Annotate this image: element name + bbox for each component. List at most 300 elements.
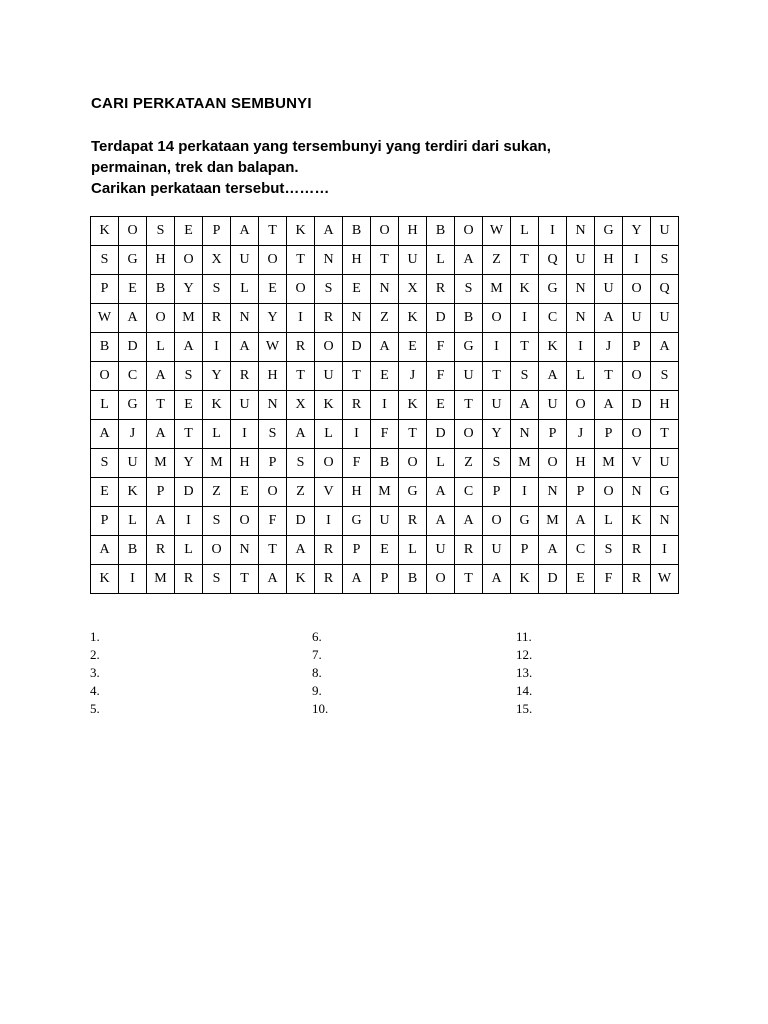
grid-cell[interactable]: U [595, 275, 623, 304]
grid-cell[interactable]: R [623, 565, 651, 594]
grid-cell[interactable]: Y [623, 217, 651, 246]
grid-cell[interactable]: G [343, 507, 371, 536]
grid-cell[interactable]: E [231, 478, 259, 507]
grid-cell[interactable]: N [231, 536, 259, 565]
grid-cell[interactable]: P [91, 275, 119, 304]
grid-cell[interactable]: Z [287, 478, 315, 507]
grid-cell[interactable]: X [287, 391, 315, 420]
grid-cell[interactable]: K [91, 565, 119, 594]
grid-cell[interactable]: T [483, 362, 511, 391]
answer-number: 7. [312, 647, 322, 662]
grid-cell[interactable]: B [455, 304, 483, 333]
grid-cell[interactable]: K [315, 391, 343, 420]
grid-cell[interactable]: L [427, 246, 455, 275]
grid-cell[interactable]: H [231, 449, 259, 478]
grid-cell[interactable]: T [287, 246, 315, 275]
grid-cell[interactable]: M [595, 449, 623, 478]
grid-cell[interactable]: T [231, 565, 259, 594]
grid-cell[interactable]: A [511, 391, 539, 420]
grid-cell[interactable]: E [371, 362, 399, 391]
grid-cell[interactable]: B [147, 275, 175, 304]
grid-cell[interactable]: D [119, 333, 147, 362]
grid-cell[interactable]: U [399, 246, 427, 275]
grid-cell[interactable]: Y [483, 420, 511, 449]
grid-cell[interactable]: O [259, 246, 287, 275]
answer-number: 8. [312, 665, 322, 680]
grid-cell[interactable]: N [651, 507, 679, 536]
grid-cell[interactable]: S [651, 362, 679, 391]
grid-cell[interactable]: P [567, 478, 595, 507]
grid-cell[interactable]: O [623, 275, 651, 304]
grid-cell[interactable]: A [91, 536, 119, 565]
grid-cell[interactable]: I [175, 507, 203, 536]
grid-cell[interactable]: E [91, 478, 119, 507]
grid-cell[interactable]: V [315, 478, 343, 507]
grid-row [91, 275, 679, 304]
grid-cell[interactable]: A [91, 420, 119, 449]
grid-cell[interactable]: T [595, 362, 623, 391]
grid-cell[interactable]: K [203, 391, 231, 420]
grid-row [91, 333, 679, 362]
grid-cell[interactable]: U [651, 449, 679, 478]
grid-cell[interactable]: L [511, 217, 539, 246]
grid-cell[interactable]: B [91, 333, 119, 362]
answer-number: 6. [312, 629, 322, 644]
grid-cell[interactable]: E [399, 333, 427, 362]
grid-cell[interactable]: L [203, 420, 231, 449]
grid-cell[interactable]: D [427, 304, 455, 333]
grid-row [91, 449, 679, 478]
grid-cell[interactable]: M [147, 565, 175, 594]
grid-cell[interactable]: I [567, 333, 595, 362]
grid-cell[interactable]: L [595, 507, 623, 536]
grid-cell[interactable]: G [539, 275, 567, 304]
grid-cell[interactable]: P [483, 478, 511, 507]
grid-cell[interactable]: K [511, 565, 539, 594]
grid-cell[interactable]: L [567, 362, 595, 391]
grid-cell[interactable]: O [427, 565, 455, 594]
answer-number: 11. [516, 629, 532, 644]
grid-cell[interactable]: O [175, 246, 203, 275]
grid-cell[interactable]: C [455, 478, 483, 507]
grid-cell[interactable]: N [623, 478, 651, 507]
grid-cell[interactable]: O [315, 333, 343, 362]
grid-cell[interactable]: B [399, 565, 427, 594]
grid-cell[interactable]: Y [175, 275, 203, 304]
grid-cell[interactable]: X [203, 246, 231, 275]
grid-row [91, 362, 679, 391]
grid-cell[interactable]: I [231, 420, 259, 449]
grid-cell[interactable]: G [651, 478, 679, 507]
grid-cell[interactable]: Y [175, 449, 203, 478]
grid-cell[interactable]: S [595, 536, 623, 565]
grid-cell[interactable]: R [287, 333, 315, 362]
grid-row [91, 391, 679, 420]
grid-cell[interactable]: H [343, 478, 371, 507]
grid-cell[interactable]: G [511, 507, 539, 536]
grid-cell[interactable]: S [203, 507, 231, 536]
grid-cell[interactable]: H [259, 362, 287, 391]
grid-row [91, 420, 679, 449]
grid-cell[interactable]: I [539, 217, 567, 246]
grid-cell[interactable]: U [623, 304, 651, 333]
grid-cell[interactable]: S [483, 449, 511, 478]
grid-cell[interactable]: B [119, 536, 147, 565]
grid-cell[interactable]: R [399, 507, 427, 536]
grid-cell[interactable]: A [595, 304, 623, 333]
grid-cell[interactable]: A [175, 333, 203, 362]
grid-cell[interactable]: A [483, 565, 511, 594]
grid-cell[interactable]: E [259, 275, 287, 304]
grid-cell[interactable]: I [651, 536, 679, 565]
grid-cell[interactable]: L [399, 536, 427, 565]
grid-cell[interactable]: S [651, 246, 679, 275]
grid-cell[interactable]: X [399, 275, 427, 304]
grid-cell[interactable]: K [511, 275, 539, 304]
grid-cell[interactable]: G [119, 391, 147, 420]
grid-cell[interactable]: G [119, 246, 147, 275]
grid-cell[interactable]: T [371, 246, 399, 275]
grid-cell[interactable]: E [175, 391, 203, 420]
grid-cell[interactable]: O [231, 507, 259, 536]
grid-cell[interactable]: U [483, 536, 511, 565]
grid-cell[interactable]: O [259, 478, 287, 507]
grid-cell[interactable]: S [315, 275, 343, 304]
grid-cell[interactable]: O [287, 275, 315, 304]
instruction-line: Carikan perkataan tersebut……… [91, 180, 330, 197]
grid-cell[interactable]: N [371, 275, 399, 304]
grid-cell[interactable]: L [231, 275, 259, 304]
grid-cell[interactable]: R [175, 565, 203, 594]
grid-cell[interactable]: T [455, 565, 483, 594]
grid-cell[interactable]: Q [651, 275, 679, 304]
grid-cell[interactable]: T [651, 420, 679, 449]
grid-cell[interactable]: F [427, 362, 455, 391]
grid-cell[interactable]: D [623, 391, 651, 420]
grid-cell[interactable]: Y [203, 362, 231, 391]
grid-cell[interactable]: R [315, 536, 343, 565]
grid-cell[interactable]: A [287, 536, 315, 565]
grid-cell[interactable]: S [287, 449, 315, 478]
grid-cell[interactable]: A [259, 565, 287, 594]
grid-cell[interactable]: P [147, 478, 175, 507]
grid-cell[interactable]: M [147, 449, 175, 478]
grid-cell[interactable]: Z [455, 449, 483, 478]
grid-cell[interactable]: Q [539, 246, 567, 275]
grid-cell[interactable]: N [231, 304, 259, 333]
grid-cell[interactable]: U [371, 507, 399, 536]
grid-cell[interactable]: N [567, 217, 595, 246]
answer-number: 1. [90, 629, 100, 644]
grid-cell[interactable]: K [287, 217, 315, 246]
grid-cell[interactable]: C [119, 362, 147, 391]
grid-cell[interactable]: P [511, 536, 539, 565]
grid-cell[interactable]: O [539, 449, 567, 478]
grid-cell[interactable]: A [427, 507, 455, 536]
grid-cell[interactable]: A [147, 420, 175, 449]
grid-cell[interactable]: L [175, 536, 203, 565]
grid-cell[interactable]: I [371, 391, 399, 420]
grid-cell[interactable]: L [427, 449, 455, 478]
grid-cell[interactable]: I [119, 565, 147, 594]
grid-cell[interactable]: K [91, 217, 119, 246]
grid-cell[interactable]: O [371, 217, 399, 246]
grid-cell[interactable]: S [91, 246, 119, 275]
grid-cell[interactable]: D [175, 478, 203, 507]
grid-row [91, 478, 679, 507]
grid-cell[interactable]: U [231, 246, 259, 275]
grid-cell[interactable]: O [483, 507, 511, 536]
grid-cell[interactable]: T [455, 391, 483, 420]
grid-cell[interactable]: E [119, 275, 147, 304]
grid-cell[interactable]: R [343, 391, 371, 420]
grid-cell[interactable]: T [259, 536, 287, 565]
grid-cell[interactable]: O [455, 420, 483, 449]
grid-row [91, 565, 679, 594]
grid-cell[interactable]: W [483, 217, 511, 246]
grid-cell[interactable]: C [567, 536, 595, 565]
grid-cell[interactable]: E [567, 565, 595, 594]
grid-cell[interactable]: K [287, 565, 315, 594]
grid-cell[interactable]: U [119, 449, 147, 478]
grid-cell[interactable]: A [455, 246, 483, 275]
grid-cell[interactable]: A [287, 420, 315, 449]
grid-cell[interactable]: W [91, 304, 119, 333]
grid-cell[interactable]: K [623, 507, 651, 536]
grid-cell[interactable]: O [399, 449, 427, 478]
grid-cell[interactable]: U [539, 391, 567, 420]
grid-cell[interactable]: G [595, 217, 623, 246]
grid-cell[interactable]: U [455, 362, 483, 391]
grid-cell[interactable]: L [91, 391, 119, 420]
answer-number: 3. [90, 665, 100, 680]
grid-cell[interactable]: I [623, 246, 651, 275]
answer-number: 15. [516, 701, 533, 716]
grid-cell[interactable]: A [147, 507, 175, 536]
grid-cell[interactable]: A [455, 507, 483, 536]
grid-cell[interactable]: A [427, 478, 455, 507]
grid-row [91, 217, 679, 246]
grid-cell[interactable]: K [399, 391, 427, 420]
grid-cell[interactable]: R [427, 275, 455, 304]
grid-cell[interactable]: G [399, 478, 427, 507]
grid-cell[interactable]: R [231, 362, 259, 391]
grid-cell[interactable]: J [595, 333, 623, 362]
grid-cell[interactable]: O [315, 449, 343, 478]
grid-cell[interactable]: U [483, 391, 511, 420]
grid-cell[interactable]: A [231, 333, 259, 362]
grid-cell[interactable]: J [399, 362, 427, 391]
grid-cell[interactable]: A [343, 565, 371, 594]
grid-cell[interactable]: M [371, 478, 399, 507]
grid-cell[interactable]: O [623, 420, 651, 449]
grid-cell[interactable]: N [315, 246, 343, 275]
grid-cell[interactable]: S [203, 275, 231, 304]
answer-number: 2. [90, 647, 100, 662]
grid-cell[interactable]: F [427, 333, 455, 362]
grid-cell[interactable]: N [539, 478, 567, 507]
grid-cell[interactable]: V [623, 449, 651, 478]
grid-cell[interactable]: P [343, 536, 371, 565]
grid-cell[interactable]: H [595, 246, 623, 275]
grid-cell[interactable]: F [371, 420, 399, 449]
grid-cell[interactable]: B [427, 217, 455, 246]
grid-cell[interactable]: O [567, 391, 595, 420]
grid-cell[interactable]: H [343, 246, 371, 275]
grid-cell[interactable]: U [651, 304, 679, 333]
grid-cell[interactable]: P [203, 217, 231, 246]
grid-cell[interactable]: I [483, 333, 511, 362]
grid-cell[interactable]: F [259, 507, 287, 536]
grid-cell[interactable]: S [147, 217, 175, 246]
grid-cell[interactable]: I [315, 507, 343, 536]
grid-cell[interactable]: O [455, 217, 483, 246]
grid-cell[interactable]: N [259, 391, 287, 420]
grid-cell[interactable]: E [427, 391, 455, 420]
grid-cell[interactable]: P [91, 507, 119, 536]
grid-cell[interactable]: N [567, 275, 595, 304]
page-title: CARI PERKATAAN SEMBUNYI [91, 95, 312, 112]
grid-cell[interactable]: M [539, 507, 567, 536]
grid-cell[interactable]: L [147, 333, 175, 362]
grid-cell[interactable]: N [567, 304, 595, 333]
grid-cell[interactable]: O [91, 362, 119, 391]
grid-cell[interactable]: D [343, 333, 371, 362]
grid-cell[interactable]: B [343, 217, 371, 246]
grid-cell[interactable]: P [371, 565, 399, 594]
grid-cell[interactable]: I [511, 304, 539, 333]
grid-cell[interactable]: Y [259, 304, 287, 333]
grid-cell[interactable]: O [119, 217, 147, 246]
grid-cell[interactable]: A [651, 333, 679, 362]
grid-cell[interactable]: P [623, 333, 651, 362]
grid-cell[interactable]: A [567, 507, 595, 536]
grid-cell[interactable]: E [175, 217, 203, 246]
grid-cell[interactable]: A [147, 362, 175, 391]
grid-cell[interactable]: T [175, 420, 203, 449]
grid-cell[interactable]: T [511, 246, 539, 275]
grid-cell[interactable]: T [343, 362, 371, 391]
grid-cell[interactable]: L [119, 507, 147, 536]
grid-row [91, 304, 679, 333]
grid-cell[interactable]: M [203, 449, 231, 478]
grid-cell[interactable]: A [315, 217, 343, 246]
grid-cell[interactable]: P [595, 420, 623, 449]
grid-cell[interactable]: S [455, 275, 483, 304]
grid-cell[interactable]: T [259, 217, 287, 246]
grid-cell[interactable]: S [511, 362, 539, 391]
grid-cell[interactable]: D [427, 420, 455, 449]
grid-cell[interactable]: K [399, 304, 427, 333]
grid-cell[interactable]: R [147, 536, 175, 565]
grid-row [91, 246, 679, 275]
grid-cell[interactable]: T [511, 333, 539, 362]
grid-cell[interactable]: H [399, 217, 427, 246]
grid-cell[interactable]: W [651, 565, 679, 594]
grid-cell[interactable]: R [315, 565, 343, 594]
grid-cell[interactable]: S [175, 362, 203, 391]
grid-cell[interactable]: I [511, 478, 539, 507]
grid-cell[interactable]: R [455, 536, 483, 565]
grid-cell[interactable]: K [539, 333, 567, 362]
grid-cell[interactable]: D [539, 565, 567, 594]
answer-number: 13. [516, 665, 533, 680]
grid-cell[interactable]: L [315, 420, 343, 449]
grid-cell[interactable]: M [175, 304, 203, 333]
grid-cell[interactable]: U [315, 362, 343, 391]
grid-cell[interactable]: U [427, 536, 455, 565]
grid-cell[interactable]: Z [203, 478, 231, 507]
grid-cell[interactable]: M [483, 275, 511, 304]
grid-cell[interactable]: N [511, 420, 539, 449]
grid-cell[interactable]: M [511, 449, 539, 478]
grid-cell[interactable]: B [371, 449, 399, 478]
grid-cell[interactable]: O [147, 304, 175, 333]
grid-cell[interactable]: T [287, 362, 315, 391]
grid-cell[interactable]: J [119, 420, 147, 449]
grid-cell[interactable]: W [259, 333, 287, 362]
grid-cell[interactable]: F [343, 449, 371, 478]
grid-cell[interactable]: S [91, 449, 119, 478]
grid-cell[interactable]: Z [483, 246, 511, 275]
grid-cell[interactable]: H [147, 246, 175, 275]
grid-cell[interactable]: K [119, 478, 147, 507]
grid-cell[interactable]: Z [371, 304, 399, 333]
grid-cell[interactable]: C [539, 304, 567, 333]
answer-number: 5. [90, 701, 100, 716]
grid-cell[interactable]: O [623, 362, 651, 391]
answer-number: 14. [516, 683, 533, 698]
grid-cell[interactable]: A [119, 304, 147, 333]
grid-cell[interactable]: E [371, 536, 399, 565]
grid-cell[interactable]: S [259, 420, 287, 449]
grid-cell[interactable]: P [259, 449, 287, 478]
grid-cell[interactable]: T [147, 391, 175, 420]
grid-cell[interactable]: A [595, 391, 623, 420]
grid-cell[interactable]: O [595, 478, 623, 507]
grid-cell[interactable]: O [483, 304, 511, 333]
grid-cell[interactable]: R [623, 536, 651, 565]
grid-cell[interactable]: I [203, 333, 231, 362]
grid-cell[interactable]: U [231, 391, 259, 420]
grid-cell[interactable]: I [343, 420, 371, 449]
grid-cell[interactable]: O [203, 536, 231, 565]
answer-column-1 [90, 628, 100, 718]
grid-cell[interactable]: N [343, 304, 371, 333]
grid-cell[interactable]: T [399, 420, 427, 449]
answer-number: 9. [312, 683, 322, 698]
grid-cell[interactable]: F [595, 565, 623, 594]
grid-cell[interactable]: H [567, 449, 595, 478]
grid-cell[interactable]: E [343, 275, 371, 304]
grid-cell[interactable]: A [539, 536, 567, 565]
grid-cell[interactable]: D [287, 507, 315, 536]
grid-cell[interactable]: I [287, 304, 315, 333]
instructions [91, 136, 691, 199]
grid-cell[interactable]: A [539, 362, 567, 391]
grid-cell[interactable]: U [651, 217, 679, 246]
grid-cell[interactable]: H [651, 391, 679, 420]
grid-cell[interactable]: R [315, 304, 343, 333]
grid-cell[interactable]: P [539, 420, 567, 449]
grid-cell[interactable]: J [567, 420, 595, 449]
grid-cell[interactable]: R [203, 304, 231, 333]
grid-cell[interactable]: U [567, 246, 595, 275]
grid-cell[interactable]: A [231, 217, 259, 246]
grid-cell[interactable]: G [455, 333, 483, 362]
grid-cell[interactable]: S [203, 565, 231, 594]
grid-cell[interactable]: A [371, 333, 399, 362]
